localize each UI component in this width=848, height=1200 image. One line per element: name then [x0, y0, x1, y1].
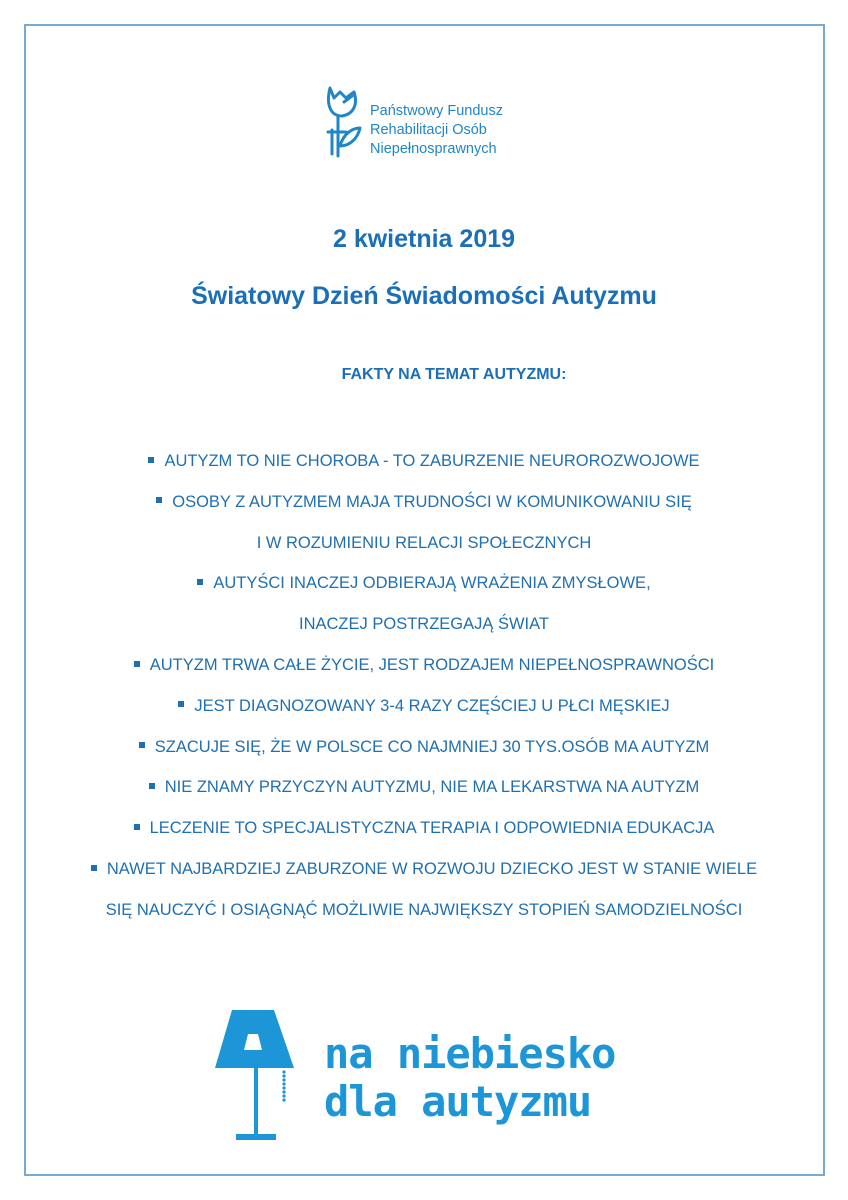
logo-line: Państwowy Fundusz: [370, 103, 503, 119]
logo-line: Niepełnosprawnych: [370, 141, 497, 157]
fact-text: INACZEJ POSTRZEGAJĄ ŚWIAT: [299, 615, 549, 634]
campaign-line-1: na niebiesko: [324, 1029, 616, 1078]
fact-text: NIE ZNAMY PRZYCZYN AUTYZMU, NIE MA LEKARSTWA NA AUTYZM: [164, 778, 700, 797]
fact-item: [0, 819, 848, 838]
facts-heading: FAKTY NA TEMAT AUTYZMU:: [341, 366, 567, 383]
bullet-icon: [149, 783, 155, 789]
fact-item-continuation: [0, 901, 848, 920]
lamp-icon: [214, 1010, 294, 1142]
bullet-icon: [134, 661, 140, 667]
page-frame: [24, 24, 825, 1176]
fact-text: AUTYŚCI INACZEJ ODBIERAJĄ WRAŻENIA ZMYSŁOWE,: [213, 574, 651, 593]
fact-text: SIĘ NAUCZYĆ I OSIĄGNĄĆ MOŻLIWIE NAJWIĘKSZY STOPIEŃ SAMODZIELNOŚCI: [105, 900, 743, 919]
tulip-icon: [324, 84, 364, 160]
fact-text: AUTYZM TO NIE CHOROBA - TO ZABURZENIE NEUROROZWOJOWE: [164, 452, 700, 470]
fact-item: [0, 656, 848, 675]
fact-text: OSOBY Z AUTYZMEM MAJA TRUDNOŚCI W KOMUNIKOWANIU SIĘ: [172, 492, 692, 511]
fact-item: [0, 697, 848, 716]
fact-item: [0, 452, 848, 471]
logo-line: Rehabilitacji Osób: [370, 122, 487, 138]
fact-text: I W ROZUMIENIU RELACJI SPOŁECZNYCH: [256, 533, 592, 552]
fact-item-continuation: [0, 534, 848, 553]
date-heading: 2 kwietnia 2019: [332, 225, 516, 253]
fact-text: LECZENIE TO SPECJALISTYCZNA TERAPIA I ODPOWIEDNIA EDUKACJA: [149, 819, 715, 838]
fact-item: [0, 738, 848, 757]
bullet-icon: [139, 742, 145, 748]
campaign-logo: [214, 1010, 644, 1145]
fact-text: JEST DIAGNOZOWANY 3-4 RAZY CZĘŚCIEJ U PŁCI MĘSKIEJ: [194, 696, 670, 715]
bullet-icon: [148, 457, 154, 463]
fact-item: [0, 493, 848, 512]
fact-text: NAWET NAJBARDZIEJ ZABURZONE W ROZWOJU DZIECKO JEST W STANIE WIELE: [106, 860, 758, 878]
bullet-icon: [178, 701, 184, 707]
fact-item: [0, 778, 848, 797]
fact-text: SZACUJE SIĘ, ŻE W POLSCE CO NAJMNIEJ 30 TYS.OSÓB MA AUTYZM: [154, 737, 710, 756]
bullet-icon: [156, 497, 162, 503]
fact-item: [0, 574, 848, 593]
pfron-logo: [324, 84, 544, 164]
bullet-icon: [134, 824, 140, 830]
fact-item: [0, 860, 848, 879]
bullet-icon: [91, 865, 97, 871]
campaign-line-2: dla autyzmu: [324, 1077, 592, 1126]
page-title: Światowy Dzień Świadomości Autyzmu: [191, 282, 657, 310]
fact-item-continuation: [0, 615, 848, 634]
fact-text: AUTYZM TRWA CAŁE ŻYCIE, JEST RODZAJEM NIEPEŁNOSPRAWNOŚCI: [149, 656, 715, 674]
bullet-icon: [197, 579, 203, 585]
